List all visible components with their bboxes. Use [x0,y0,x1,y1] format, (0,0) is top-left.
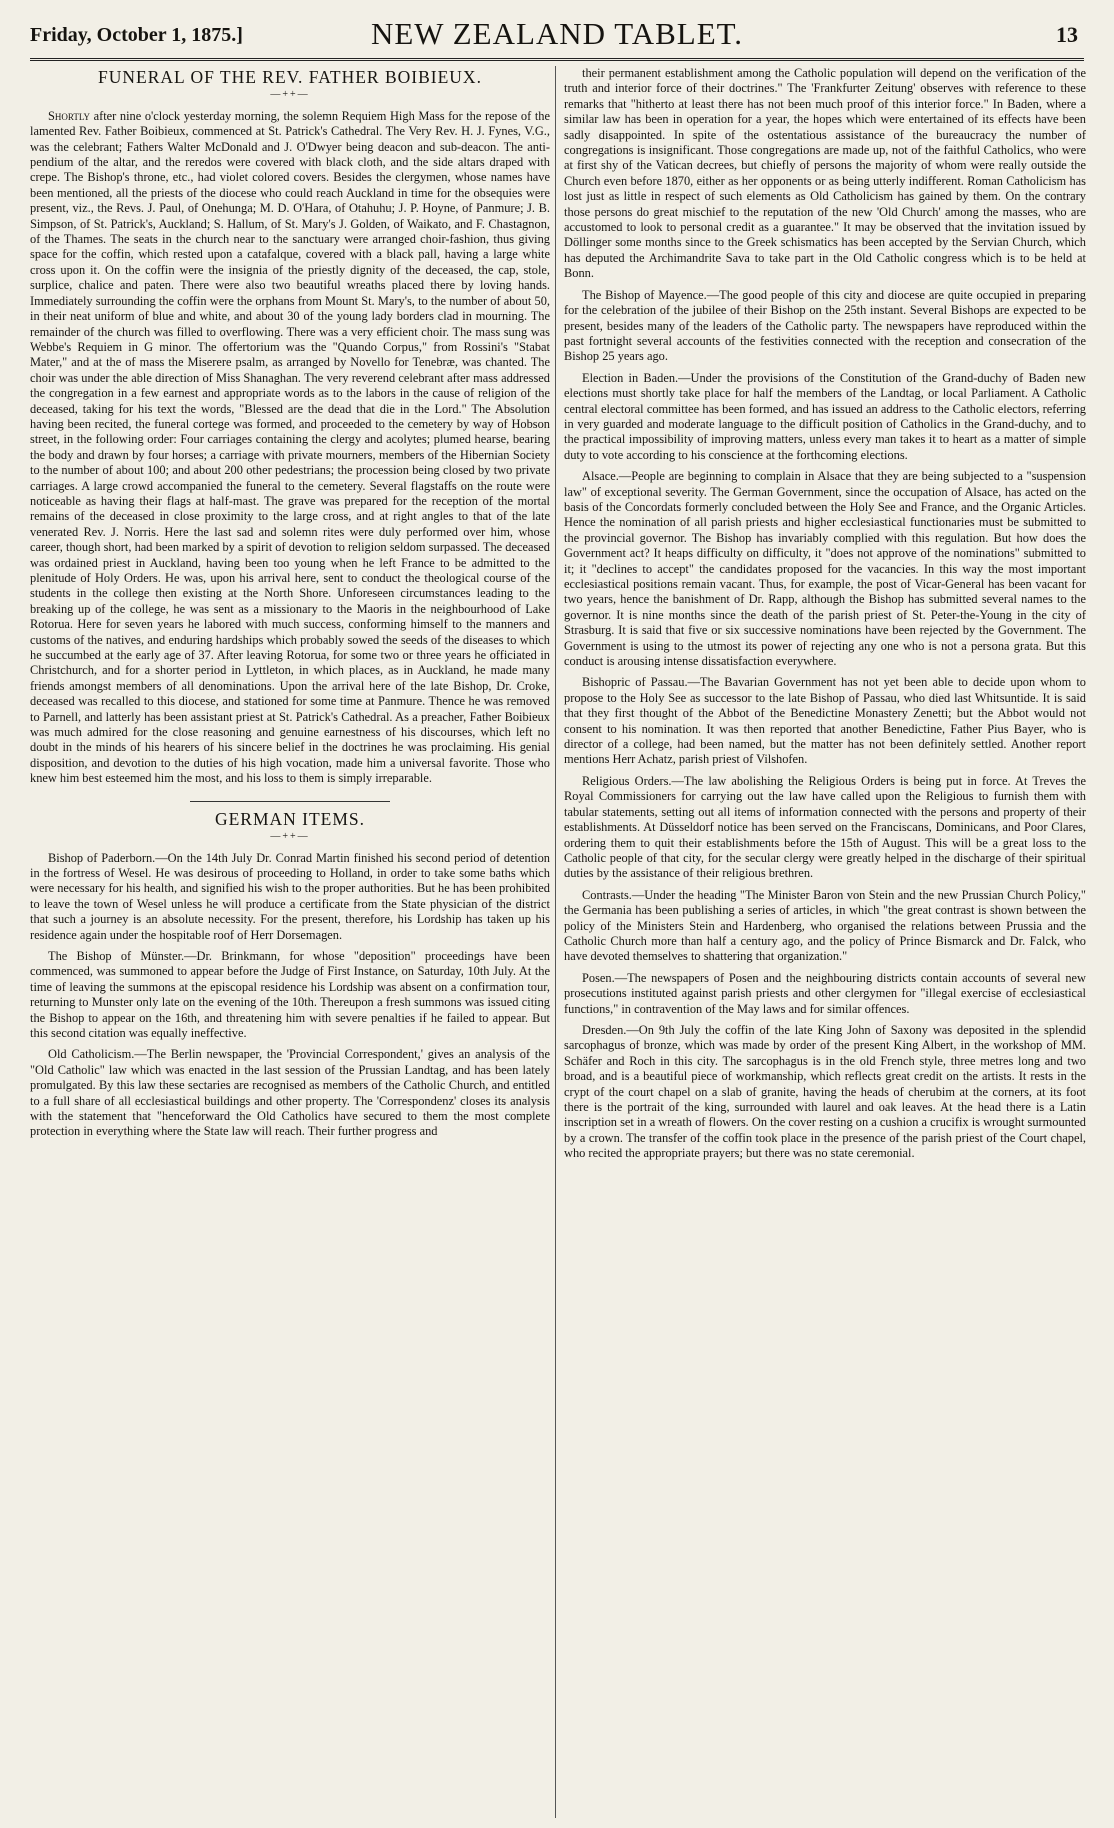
section-divider [190,801,390,802]
lead-word: Shortly [48,108,90,123]
heading-ornament: —++— [270,831,310,843]
article-paragraph: Contrasts.—Under the heading "The Minister Baron von Stein and the new Prussian Church Policy," the Germania has been publishing a series of articles, in which "the great contrast is shown between the policy of the Ministers Stein and Hardenberg, who organised the relations between Prussia and the Catholic Church more than half a century ago, and the policy of Prince Bismarck and Dr. Falck, who have devoted themselves to shattering that organization." [564,887,1086,964]
article-paragraph: Bishop of Paderborn.—On the 14th July Dr. Conrad Martin finished his second period of detention in the fortress of Wesel. He was desirous of proceeding to Holland, in order to take some baths which were necessary for his health, and signified his wish to the proper authorities. But he has been prohibited to leave the town of Wesel unless he will produce a certificate from the State physician of the district that such a journey is an absolute necessity. For the present, therefore, his Lordship has taken up his residence again under the hospitable roof of Herr Dorsemagen. [30,850,550,942]
article-paragraph: The Bishop of Münster.—Dr. Brinkmann, for whose "deposition" proceedings have been commenced, was summoned to appear before the Judge of First Instance, on Saturday, 10th July. At the time of leaving the summons at the episcopal residence his Lordship was absent on a confirmation tour, returning to Munster only late on the evening of the 10th. Thereupon a fresh summons was issued citing the Bishop to appear on the 16th, and threatening him with severe penalties if he failed to appear. But this second citation was equally ineffective. [30,948,550,1040]
article-paragraph: Bishopric of Passau.—The Bavarian Government has not yet been able to decide upon whom to propose to the Holy See as successor to the late Bishop of Passau, who died last Whitsuntide. It is said that they first thought of the Abbot of the Benedictine Monastery Zenetti; but the Abbot would not consent to his nomination. It was then reported that another Benedictine, Father Pius Bayer, who is director of a college, had been named, but the matter has not been definitely settled. Another report mentions Herr Achatz, parish priest of Vilshofen. [564,675,1086,767]
left-column [30,66,550,1818]
german-items-heading: GERMAN ITEMS. [214,808,366,829]
newspaper-title: NEW ZEALAND TABLET. [370,16,744,51]
funeral-body: after nine o'clock yesterday morning, the solemn Requiem High Mass for the repose of the lamented Rev. Father Boibieux, commenced at St. Patrick's Cathedral. The Very Rev. H. J. Fynes, V.G., was the celebrant; Fathers Walter McDonald and J. O'Dwyer being deacon and sub-deacon. The anti-pendium of the altar, and the reredos were covered with black cloth, and the side altars draped with crepe. The Bishop's throne, etc., had violet colored covers. Besides the clergymen, whose names have been mentioned, all the priests of the diocese who could reach Auckland in time for the obsequies were present, viz., the Revs. J. Paul, of Onehunga; M. D. O'Hara, of Otahuhu; J. P. Hoyne, of Panmure; J. B. Simpson, of St. Patrick's, Auckland; S. Hallum, of St. Mary's J. Golden, of Waikato, and F. Chastagnon, of the Thames. The seats in the church near to the sanctuary were arranged choir-fashion, thus giving space for the coffin, which rested upon a catafalque, covered with a black pall, having a large white cross upon it. On the coffin were the insignia of the priestly dignity of the deceased, the cap, stole, surplice, chalice and paten. There were also two beautiful wreaths placed there by loving hands. Immediately surrounding the coffin were the orphans from Mount St. Mary's, to the number of about 50, in their neat uniform of blue and white, and about 30 of the young lady borders clad in mourning. The remainder of the church was filled to overflowing. There was a very efficient choir. The mass sung was Webbe's Requiem in G minor. The offertorium was the "Quando Corpus," from Rossini's "Stabat Mater," and at the of mass the Miserere psalm, as arranged by Novello for Tenebræ, was chanted. The choir was under the able direction of Miss Shanaghan. The very reverend celebrant after mass addressed the congregation in a few earnest and appropriate words as to the labors in the cause of religion of the deceased, taking for his text the words, "Blessed are the dead that die in the Lord." The Absolution having been recited, the funeral cortege was formed, and proceeded to the cemetery by way of Hobson street, in the following order: Four carriages containing the clergy and acolytes; plumed hearse, bearing the body and drawn by four horses; a carriage with private mourners, members of the Hibernian Society to the number of about 100; and about 200 other pedestrians; the procession being closed by two private carriages. A large crowd accompanied the funeral to the cemetery. Several flagstaffs on the route were noticeable as having their flags at half-mast. The grave was prepared for the reception of the mortal remains of the deceased in close proximity to the large cross, and at right angles to that of the late venerated Rev. J. Norris. Here the last sad and solemn rites were duly performed over him, whose career, though short, had been marked by a spirit of devotion to religion seldom surpassed. The deceased was ordained priest in Auckland, having been too young when he left France to be admitted to the plenitude of Holy Orders. He was, upon his arrival here, sent to conduct the theological course of the students in the college then existing at the North Shore. Unforeseen circumstances leading to the breaking up of the college, he was sent as a missionary to the Maoris in the neighbourhood of Lake Rotorua. Here for seven years he labored with much success, conforming himself to the manners and customs of the natives, and enduring hardships which probably sowed the seeds of the diseases to which he succumbed at the early age of 37. After leaving Rotorua, for some two or three years he officiated in Christchurch, and for a shorter period in Lyttleton, in which places, as in Auckland, he made many friends amongst members of all denominations. Upon the arrival here of the late Bishop, Dr. Croke, deceased was recalled to this diocese, and stationed for some time at Panmure. Thence he was removed to Parnell, and latterly has been assistant priest at St. Patrick's Cathedral. As a preacher, Father Boibieux was much admired for the close reasoning and genuine earnestness of his discourses, which left no doubt in the minds of his hearers of his sincere belief in the doctrines he was proclaiming. His genial disposition, and devotion to the duties of his high vocation, made him a universal favorite. Those who knew him best esteemed him the most, and his loss to them is simply irreparable. [30,108,550,786]
columns [30,66,1084,1818]
article-paragraph: Old Catholicism.—The Berlin newspaper, the 'Provincial Correspondent,' gives an analysis of the "Old Catholic" law which was enacted in the last session of the Prussian Landtag, and has been lately promulgated. By this law these sectaries are recognised as members of the Catholic Church, and entitled to a full share of all ecclesiastical buildings and other property. The 'Correspondenz' closes its analysis with the statement that "henceforward the Old Catholics have secured to them the most complete protection in everything where the State law will reach. Their further progress and [30,1047,550,1139]
article-paragraph: Dresden.—On 9th July the coffin of the late King John of Saxony was deposited in the splendid sarcophagus of bronze, which was made by order of the present King Albert, in the workshop of MM. Schäfer and Roch in this city. The sarcophagus is in the old French style, three metres long and two broad, and is a beautiful piece of workmanship, which reflects great credit on the artists. It rests in the crypt of the court chapel on a slab of granite, having the heads of cherubim at the corners, at its foot there is the portrait of the king, surrounded with laurel and oak leaves. At the head there is a Latin inscription set in a wreath of flowers. On the cover resting on a cushion a crucifix is wrought surmounted by a crown. The transfer of the coffin took place in the presence of the parish priest of the Court chapel, who recited the appropriate prayers; but there was no state ceremonial. [564,1022,1086,1161]
page-number: 13 [1056,22,1078,47]
article-paragraph: Election in Baden.—Under the provisions of the Constitution of the Grand-duchy of Baden new elections must shortly take place for half the members of the Landtag, or local Parliament. A Catholic central electoral committee has been formed, and has issued an address to the Catholic electors, referring in very guarded and moderate language to the difficult position of Catholics in the Grand-duchy, and to the practical impossibility of improving matters, unless every man takes it to heart as a matter of simple duty to vote according to his conscience at the forthcoming elections. [564,370,1086,462]
article-paragraph: their permanent establishment among the Catholic population will depend on the verification of the truth and interior force of their doctrines." The 'Frankfurter Zeitung' observes with reference to these remarks that "hitherto at least there has not been much proof of this interior force." In Baden, where a similar law has been in operation for a year, the hopes which were entertained of its effects have been sadly disappointed. In spite of the ostentatious assistance of the bureaucracy the number of congregations is insignificant. Those congregations are made up, not of the faithful Catholics, who were at first shy of the Vatican decrees, but chiefly of persons the majority of whom were really outside the Church even before 1870, either as her opponents or as being utterly indifferent. Roman Catholicism has lost just as little in respect of such elements as Old Catholicism has gained by them. On the contrary those persons do great mischief to the reputation of the new 'Old Church' among the masses, who are accustomed to look to personal credit as a guarantee." It may be observed that the invitation issued by Döllinger some months since to the Greek schismatics has been accepted by the Servian Church, which has deputed the Archimandrite Sava to take part in the Old Catholic congress which is to be held at Bonn. [564,66,1086,281]
issue-date: Friday, October 1, 1875.] [30,24,243,46]
funeral-paragraph [30,109,550,787]
masthead [30,12,1084,61]
column-rule [555,66,556,1818]
article-paragraph: The Bishop of Mayence.—The good people of this city and diocese are quite occupied in preparing for the celebration of the jubilee of their Bishop on the 25th instant. Several Bishops are expected to be present, besides many of the leaders of the Catholic party. The newspapers have reproduced within the past fortnight several accounts of the festivities connected with the reception and consecration of the Bishop 25 years ago. [564,287,1086,364]
heading-ornament: —++— [270,89,310,101]
right-column [564,66,1086,1818]
article-paragraph: Posen.—The newspapers of Posen and the neighbouring districts contain accounts of several new prosecutions instituted against parish priests and other clergymen for "illegal exercise of ecclesiastical functions," in contravention of the May laws and for similar offences. [564,970,1086,1016]
article-paragraph: Alsace.—People are beginning to complain in Alsace that they are being subjected to a "suspension law" of exceptional severity. The German Government, since the occupation of Alsace, has acted on the basis of the Concordats formerly concluded between the Holy See and France, and the Organic Articles. Hence the nomination of all parish priests and higher ecclesiastical functionaries must be submitted to the provincial governor. The Bishop has invariably complied with this regulation. But how does the Government act? It heaps difficulty on difficulty, it "does not approve of the nominations" submitted to it; it "declines to accept" the candidates proposed for the vacancies. In this way the most important ecclesiastical positions remain vacant. Thus, for example, the post of Vicar-General has been vacant for two years, hence the banishment of Dr. Rapp, although the Bishop has submitted several names to the governor. It is nine months since the death of the parish priest of St. Peter-the-Young in the city of Strasburg. It is said that five or six successive nominations have been rejected by the Government. The Government is using to the utmost its power of rejecting any one who is not a persona grata. But this conduct is arousing intense dissatisfaction everywhere. [564,469,1086,669]
article-paragraph: Religious Orders.—The law abolishing the Religious Orders is being put in force. At Treves the Royal Commissioners for carrying out the law have called upon the Religious to furnish them with tabular statements, setting out all items of information connected with the persons and property of their establishments. At Düsseldorf notice has been served on the Franciscans, Dominicans, and Poor Clares, ordering them to quit their establishments before the 15th of August. This will be a great loss to the Catholic people of that city, for the secular clergy were greatly helped in the discharge of their spiritual duties by the assistance of their religious brethren. [564,773,1086,881]
funeral-heading: FUNERAL OF THE REV. FATHER BOIBIEUX. [98,67,482,87]
